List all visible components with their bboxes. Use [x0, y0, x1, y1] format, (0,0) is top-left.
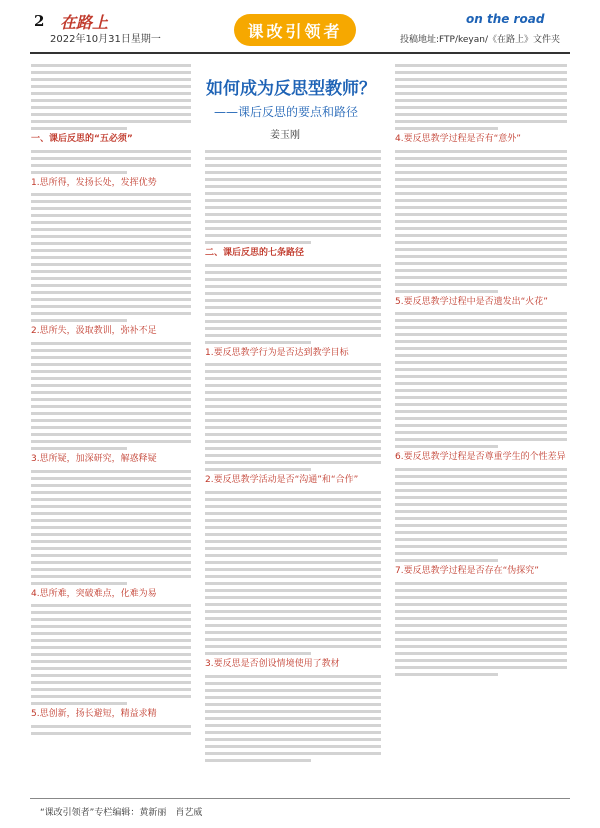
body-text	[395, 582, 567, 676]
section-heading: 一、课后反思的“五必须”	[31, 134, 133, 144]
submission-address: 投稿地址:FTP/keyan/《在路上》文件夹	[400, 35, 561, 45]
headline-box	[206, 74, 396, 141]
article-author: 姜玉刚	[270, 130, 300, 141]
footer-editors: “课改引领者”专栏编辑：黄新丽 肖艺威	[40, 808, 203, 818]
article-headline: 如何成为反思型教师？	[206, 79, 376, 99]
left-column	[31, 64, 191, 735]
section-heading: 1.思所得，发扬长处，发挥优势	[31, 177, 157, 188]
section-heading: 二、课后反思的七条路径	[205, 248, 305, 258]
section-heading: 1.要反思教学行为是否达到教学目标	[205, 347, 349, 358]
section-heading: 5.思创新，扬长避短，精益求精	[31, 709, 157, 720]
body-text	[205, 150, 381, 244]
newspaper-logo: 在路上	[60, 13, 109, 32]
body-text	[31, 725, 191, 735]
body-text	[31, 342, 191, 450]
body-text	[395, 150, 567, 293]
body-text	[31, 193, 191, 322]
section-heading: 2.要反思教学活动是否“沟通”和“合作”	[205, 475, 359, 486]
section-heading: 5.要反思教学过程中是否遗发出“火花”	[395, 296, 548, 307]
section-heading: 4.要反思教学过程是否有“意外”	[395, 134, 521, 144]
body-text	[205, 264, 381, 344]
section-heading: 6.要反思教学过程是否尊重学生的个性差异	[395, 452, 566, 463]
footer-divider	[30, 798, 570, 799]
body-text	[395, 468, 567, 562]
body-text	[395, 64, 567, 130]
body-text	[31, 64, 191, 130]
section-heading: 2.思所失，汲取教训，弥补不足	[31, 326, 157, 337]
section-heading: 4.思所难，突破难点，化难为易	[31, 588, 157, 599]
body-text	[395, 312, 567, 448]
body-text	[205, 675, 381, 762]
body-text	[205, 491, 381, 655]
section-heading: 3.要反思是否创设情境使用了教材	[205, 659, 340, 670]
body-text	[31, 604, 191, 705]
column-subtitle: on the road	[466, 12, 545, 26]
middle-column	[205, 150, 381, 762]
page-number: 2	[34, 12, 45, 30]
issue-date: 2022年10月31日星期一	[50, 34, 161, 45]
header-divider	[30, 52, 570, 54]
article-subheadline: ——课后反思的要点和路径	[214, 105, 359, 119]
section-heading: 7.要反思教学过程是否存在“伪探究”	[395, 566, 539, 577]
body-text	[31, 150, 191, 174]
body-text	[205, 363, 381, 471]
section-heading: 3.思所疑，加深研究，解惑释疑	[31, 454, 157, 465]
body-text	[31, 470, 191, 585]
column-badge: 课改引领者	[234, 14, 356, 46]
right-column	[395, 64, 567, 676]
